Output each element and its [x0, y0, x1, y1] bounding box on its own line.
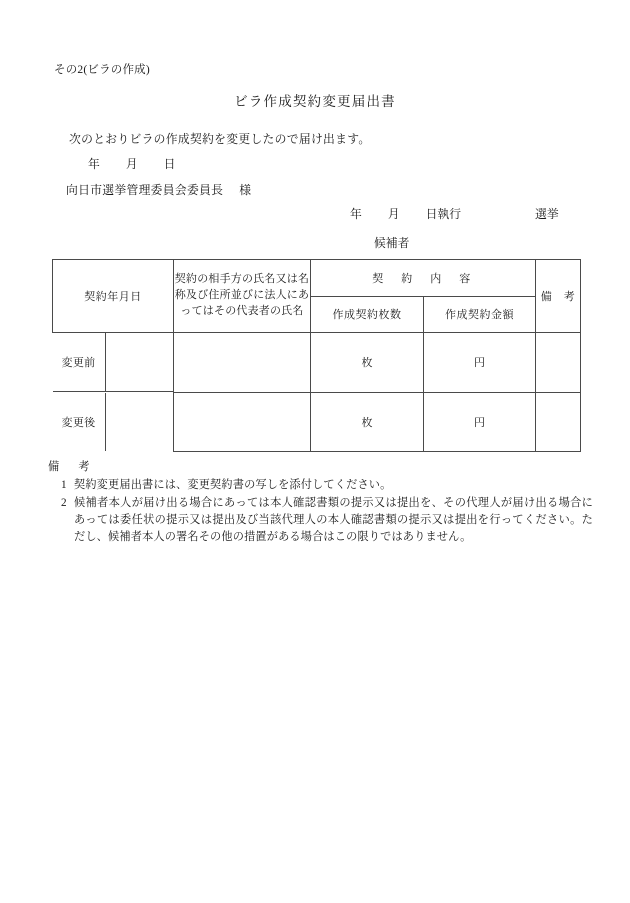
- header-sheets: 作成契約枚数: [311, 296, 424, 333]
- submission-year: 年: [88, 157, 100, 171]
- submission-day: 日: [163, 157, 176, 171]
- cell-remarks-before[interactable]: [536, 333, 581, 393]
- contract-change-table: [52, 259, 581, 452]
- note-item: [48, 495, 593, 546]
- note-text: 候補者本人が届け出る場合にあっては本人確認書類の提示又は提出を、その代理人が届け出る場合にあっては委任状の提示又は提出及び当該代理人の本人確認書類の提示又は提出を行ってください。ただし、候補者本人の署名その他の措置がある場合はこの限りではありません。: [74, 497, 593, 544]
- row-label-before: 変更前: [53, 333, 106, 392]
- election-year: 年: [350, 207, 362, 221]
- cell-contract-date-after[interactable]: [105, 393, 173, 451]
- cell-sheets-after[interactable]: 枚: [311, 392, 424, 451]
- election-month: 月: [387, 207, 400, 221]
- page-title: ビラ作成契約変更届出書: [234, 94, 396, 109]
- intro-sentence: 次のとおりビラの作成契約を変更したので届け出ます。: [69, 132, 371, 146]
- election-date-line: [350, 205, 559, 222]
- submission-date-line: [88, 155, 175, 172]
- cell-contract-date-before[interactable]: [105, 333, 173, 392]
- cell-sheets-before[interactable]: 枚: [311, 333, 424, 393]
- header-remarks: 備 考: [536, 260, 581, 333]
- table-row: [53, 333, 581, 393]
- cell-amount-after[interactable]: 円: [424, 392, 536, 451]
- notes-section: [48, 459, 593, 546]
- note-text: 契約変更届出書には、変更契約書の写しを添付してください。: [74, 479, 392, 492]
- header-contract-content: 契 約 内 容: [311, 260, 536, 297]
- row-label-after: 変更後: [53, 393, 106, 451]
- table-header-row-top: [53, 260, 581, 297]
- cell-amount-before[interactable]: 円: [424, 333, 536, 393]
- addressee-honorific: 様: [239, 183, 252, 197]
- note-number: 1: [61, 479, 67, 492]
- header-counterparty: 契約の相手方の氏名又は名称及び住所並びに法人にあってはその代表者の氏名: [174, 260, 311, 333]
- candidate-label: 候補者: [374, 236, 410, 250]
- submission-month: 月: [125, 157, 138, 171]
- header-contract-date: 契約年月日: [53, 260, 174, 333]
- election-day-exec: 日執行: [425, 207, 462, 221]
- notes-title: 備 考: [48, 461, 94, 473]
- addressee-line: [66, 181, 251, 198]
- form-code-label: その2(ビラの作成): [54, 64, 150, 76]
- note-number: 2: [61, 497, 67, 510]
- cell-counterparty-after[interactable]: [174, 392, 311, 451]
- election-kind: 選挙: [535, 207, 559, 221]
- header-amount: 作成契約金額: [424, 296, 536, 333]
- cell-remarks-after[interactable]: [536, 392, 581, 451]
- table-row: [53, 392, 581, 451]
- addressee-office: 向日市選挙管理委員会委員長: [66, 183, 224, 197]
- cell-counterparty-before[interactable]: [174, 333, 311, 393]
- note-item: [48, 477, 593, 494]
